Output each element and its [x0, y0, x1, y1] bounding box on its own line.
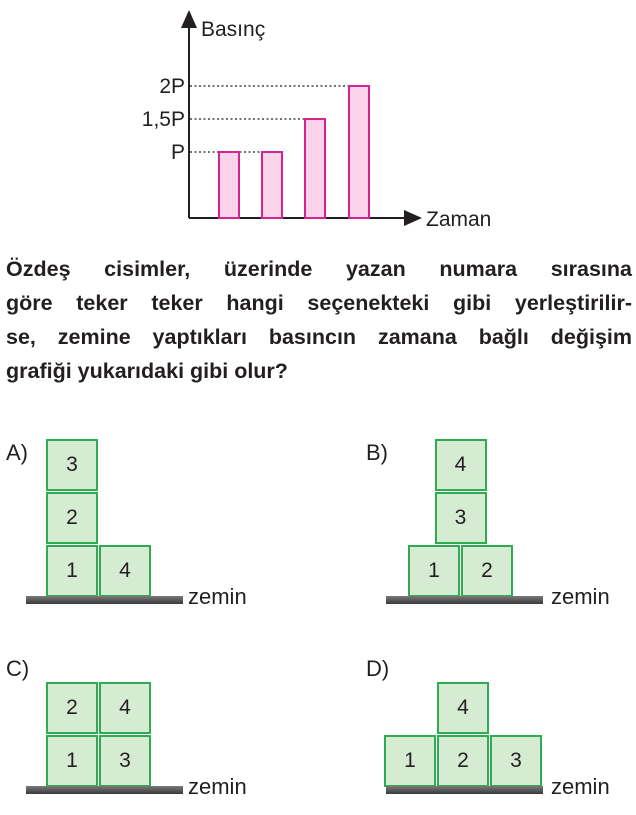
numbered-block: 2	[46, 682, 98, 734]
ground-surface	[26, 786, 183, 794]
ground-label: zemin	[188, 774, 247, 799]
numbered-block: 1	[408, 545, 460, 597]
numbered-block: 4	[437, 682, 489, 734]
y-axis-label: Basınç	[201, 18, 266, 41]
question-line: göre teker teker hangi seçenekteki gibi yerleştirilir-	[6, 291, 632, 315]
numbered-block: 1	[384, 735, 436, 787]
bar	[349, 86, 369, 218]
numbered-block: 1	[46, 735, 98, 787]
option-label: D)	[366, 656, 390, 681]
question-text	[6, 252, 632, 388]
numbered-block: 4	[435, 439, 487, 491]
x-axis-label: Zaman	[426, 208, 492, 231]
numbered-block: 4	[99, 545, 151, 597]
question-line: grafiği yukarıdaki gibi olur?	[6, 359, 288, 383]
numbered-block: 2	[46, 492, 98, 544]
numbered-block: 3	[46, 439, 98, 491]
option-label: A)	[6, 440, 28, 465]
numbered-block: 4	[99, 682, 151, 734]
ground-label: zemin	[551, 584, 610, 609]
y-tick-label: 1,5P	[141, 108, 185, 131]
ground-label: zemin	[551, 774, 610, 799]
bar	[219, 152, 239, 218]
numbered-block: 3	[435, 492, 487, 544]
ground-label: zemin	[188, 584, 247, 609]
numbered-block: 2	[461, 545, 513, 597]
bar	[305, 119, 325, 218]
numbered-block: 1	[46, 545, 98, 597]
numbered-block: 2	[437, 735, 489, 787]
bar	[262, 152, 282, 218]
numbered-block: 3	[99, 735, 151, 787]
numbered-block: 3	[490, 735, 542, 787]
option-label: C)	[6, 656, 30, 681]
y-tick-label: P	[170, 141, 185, 164]
ground-surface	[26, 596, 183, 604]
pressure-time-chart	[0, 0, 636, 240]
y-tick-label: 2P	[159, 75, 185, 98]
question-line: Özdeş cisimler, üzerinde yazan numara sırasına	[6, 257, 632, 281]
option-label: B)	[366, 440, 388, 465]
ground-surface	[386, 596, 543, 604]
question-line: se, zemine yaptıkları basıncın zamana bağlı değişim	[6, 325, 632, 349]
ground-surface	[386, 786, 543, 794]
